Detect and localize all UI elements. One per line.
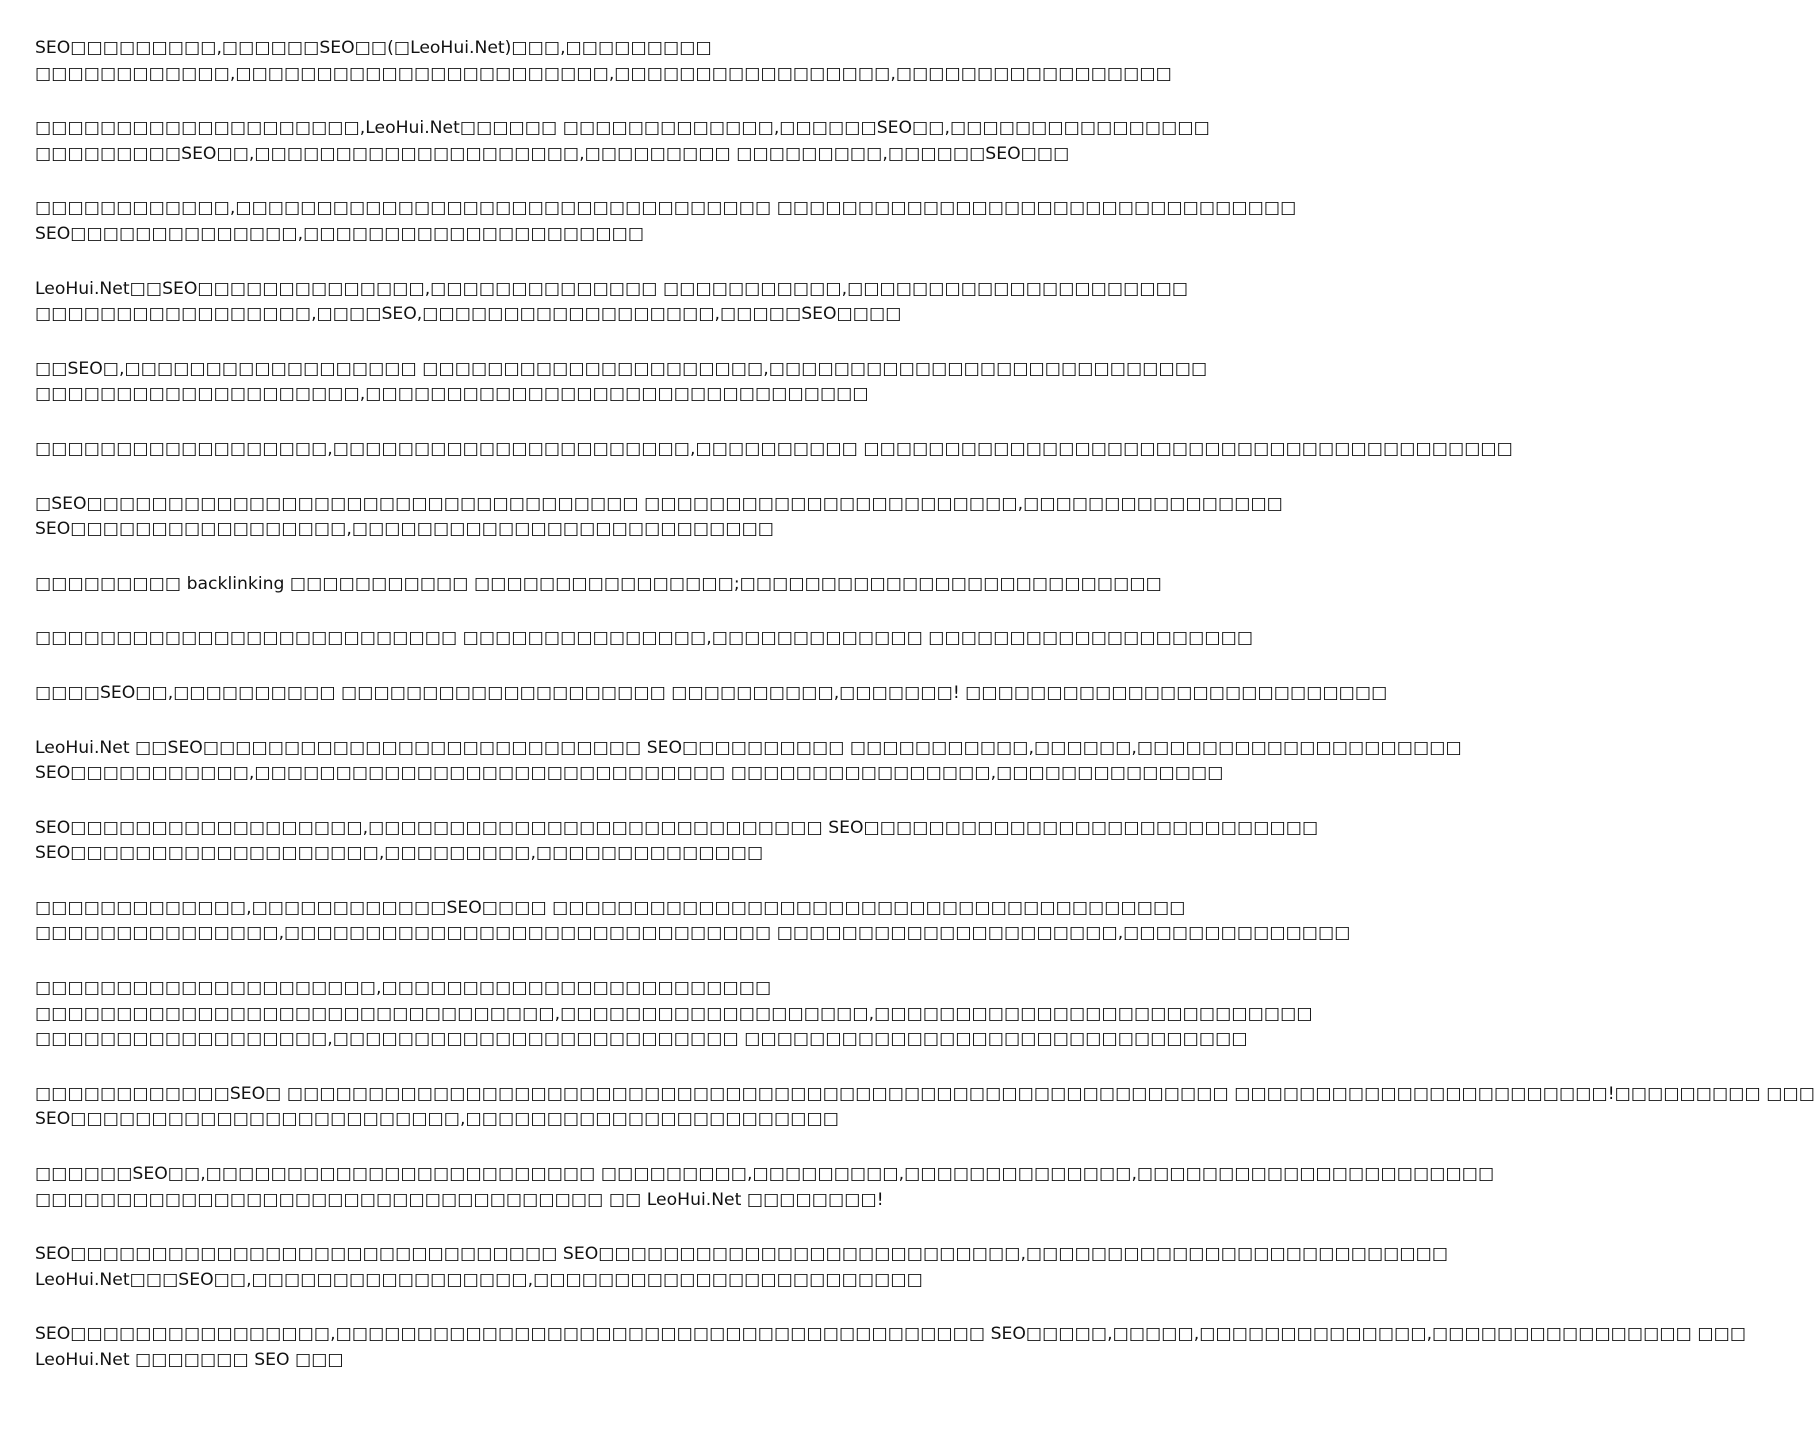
- text-line: SEO□□□□□□□□□,□□□□□□SEO□□(□LeoHui.Net)□□□,□□□□□□□□□: [35, 38, 712, 58]
- text-line: □□□□□□□□□□□□SEO□ □□□□□□□□□□□□□□□□□□□□□□□□□□□□□□□□□□□□□□□□□□□□□□□□□□□□□□□□□□ □□□□□□□□□□□□□□□□□□□□□□□!□□□□□□□□□ □□□: [35, 1083, 1815, 1104]
- text-line: □□□□□□□□□□□□□□□,□□□□□□□□□□□□□□□□□□□□□□□□□□□□□□ □□□□□□□□□□□□□□□□□□□□□,□□□□□□□□□□□□□□: [35, 923, 1351, 944]
- text-line: □□□□□□□□□□□□□□□□□□,□□□□□□□□□□□□□□□□□□□□□□□□□ □□□□□□□□□□□□□□□□□□□□□□□□□□□□□□□: [35, 1029, 1248, 1050]
- text-line: □□□□□□□□□□□□□,□□□□□□□□□□□□SEO□□□□ □□□□□□□□□□□□□□□□□□□□□□□□□□□□□□□□□□□□□□□: [35, 897, 1186, 918]
- paragraph-7: [35, 492, 1283, 543]
- text-line: □SEO□□□□□□□□□□□□□□□□□□□□□□□□□□□□□□□□□□ □□□□□□□□□□□□□□□□□□□□□□□,□□□□□□□□□□□□□□□□: [35, 493, 1283, 514]
- text-line: SEO□□□□□□□□□□□□□□□□□□□,□□□□□□□□□,□□□□□□□□□□□□□□: [35, 843, 764, 864]
- paragraph-14: [35, 976, 1313, 1053]
- paragraph-4: [35, 277, 1189, 328]
- text-line: SEO□□□□□□□□□□□□□□,□□□□□□□□□□□□□□□□□□□□□: [35, 223, 645, 244]
- text-line: □□□□□□□□□□□□□□□□□,□□□□SEO,□□□□□□□□□□□□□□□□□□,□□□□□SEO□□□□: [35, 304, 902, 325]
- text-line: □□□□SEO□□,□□□□□□□□□□ □□□□□□□□□□□□□□□□□□□□ □□□□□□□□□□,□□□□□□□! □□□□□□□□□□□□□□□□□□□□□□□□□□: [35, 682, 1388, 703]
- text-line: □□□□□□□□□□□□,□□□□□□□□□□□□□□□□□□□□□□□,□□□□□□□□□□□□□□□□□,□□□□□□□□□□□□□□□□□: [35, 63, 1172, 84]
- paragraph-6: [35, 437, 1513, 463]
- paragraph-5: [35, 357, 1208, 408]
- text-line: LeoHui.Net □□SEO□□□□□□□□□□□□□□□□□□□□□□□□□□□ SEO□□□□□□□□□□ □□□□□□□□□□□,□□□□□□,□□□□□□□□□□□□□□□□□□□□: [35, 737, 1462, 758]
- text-line: □□□□□□□□□SEO□□,□□□□□□□□□□□□□□□□□□□□,□□□□□□□□□ □□□□□□□□□,□□□□□□SEO□□□: [35, 143, 1070, 164]
- text-line: □□□□□□□□□□□□□□□□□□□□□□□□□□ □□□□□□□□□□□□□□□,□□□□□□□□□□□□□ □□□□□□□□□□□□□□□□□□□□: [35, 628, 1254, 649]
- paragraph-9: [35, 626, 1254, 652]
- text-line: □□□□□□□□□□□□□□□□□□□□,LeoHui.Net□□□□□□ □□□□□□□□□□□□□,□□□□□□SEO□□,□□□□□□□□□□□□□□□□: [35, 118, 1210, 139]
- text-line: SEO□□□□□□□□□□□□□□□□□,□□□□□□□□□□□□□□□□□□□□□□□□□□: [35, 519, 775, 540]
- text-line: SEO□□□□□□□□□□□□□□□□□□□□□□□□□□□□□□ SEO□□□□□□□□□□□□□□□□□□□□□□□□□□,□□□□□□□□□□□□□□□□□□□□□□□□□□: [35, 1244, 1449, 1265]
- text-line: □□SEO□,□□□□□□□□□□□□□□□□□□ □□□□□□□□□□□□□□□□□□□□□,□□□□□□□□□□□□□□□□□□□□□□□□□□□: [35, 358, 1208, 379]
- text-line: □□□□□□□□□□□□□□□□□□,□□□□□□□□□□□□□□□□□□□□□□,□□□□□□□□□□ □□□□□□□□□□□□□□□□□□□□□□□□□□□□□□□□□□□□□□□□: [35, 438, 1513, 459]
- text-line: LeoHui.Net□□□SEO□□,□□□□□□□□□□□□□□□□□,□□□□□□□□□□□□□□□□□□□□□□□□: [35, 1269, 923, 1290]
- text-line: SEO□□□□□□□□□□□□□□□□□□,□□□□□□□□□□□□□□□□□□□□□□□□□□□□ SEO□□□□□□□□□□□□□□□□□□□□□□□□□□□□: [35, 817, 1319, 838]
- paragraph-8: [35, 572, 1162, 598]
- text-line: □□□□□□□□□□□□□□□□□□□□,□□□□□□□□□□□□□□□□□□□□□□□□□□□□□□□: [35, 384, 869, 405]
- paragraph-13: [35, 896, 1351, 947]
- text-line: □□□□□□□□□ backlinking □□□□□□□□□□□ □□□□□□□□□□□□□□□□;□□□□□□□□□□□□□□□□□□□□□□□□□□: [35, 573, 1162, 594]
- paragraph-2: [35, 116, 1210, 167]
- paragraph-12: [35, 816, 1319, 867]
- text-line: □□□□□□□□□□□□,□□□□□□□□□□□□□□□□□□□□□□□□□□□□□□□□□ □□□□□□□□□□□□□□□□□□□□□□□□□□□□□□□□: [35, 198, 1297, 219]
- text-line: □□□□□□SEO□□,□□□□□□□□□□□□□□□□□□□□□□□□ □□□□□□□□□,□□□□□□□□□,□□□□□□□□□□□□□□,□□□□□□□□□□□□□□□□□□□□□□: [35, 1164, 1495, 1185]
- text-line: □□□□□□□□□□□□□□□□□□□□□□□□□□□□□□□□,□□□□□□□□□□□□□□□□□□□,□□□□□□□□□□□□□□□□□□□□□□□□□□□: [35, 1003, 1313, 1024]
- text-line: SEO□□□□□□□□□□□,□□□□□□□□□□□□□□□□□□□□□□□□□□□□□ □□□□□□□□□□□□□□□□,□□□□□□□□□□□□□□: [35, 763, 1224, 784]
- text-line: LeoHui.Net □□□□□□□ SEO □□□: [35, 1350, 344, 1370]
- text-line: □□□□□□□□□□□□□□□□□□□□□□□□□□□□□□□□□□□ □□ LeoHui.Net □□□□□□□□!: [35, 1189, 884, 1210]
- paragraph-18: [35, 1322, 1747, 1373]
- text-line: SEO□□□□□□□□□□□□□□□□□□□□□□□□,□□□□□□□□□□□□□□□□□□□□□□□: [35, 1109, 840, 1130]
- paragraph-16: [35, 1162, 1495, 1213]
- paragraph-10: [35, 681, 1388, 707]
- paragraph-1: [35, 36, 1172, 87]
- paragraph-3: [35, 196, 1297, 247]
- text-line: LeoHui.Net□□SEO□□□□□□□□□□□□□□,□□□□□□□□□□□□□□ □□□□□□□□□□□,□□□□□□□□□□□□□□□□□□□□□: [35, 278, 1189, 299]
- paragraph-15: [35, 1082, 1815, 1133]
- text-line: □□□□□□□□□□□□□□□□□□□□□,□□□□□□□□□□□□□□□□□□□□□□□□: [35, 978, 772, 999]
- paragraph-11: [35, 736, 1462, 787]
- paragraph-17: [35, 1242, 1449, 1293]
- text-line: SEO□□□□□□□□□□□□□□□□,□□□□□□□□□□□□□□□□□□□□□□□□□□□□□□□□□□□□□□□□ SEO□□□□□,□□□□□,□□□□□□□□□□□□□□,□□□□□□□□□□□□□□□□ □□□: [35, 1324, 1747, 1345]
